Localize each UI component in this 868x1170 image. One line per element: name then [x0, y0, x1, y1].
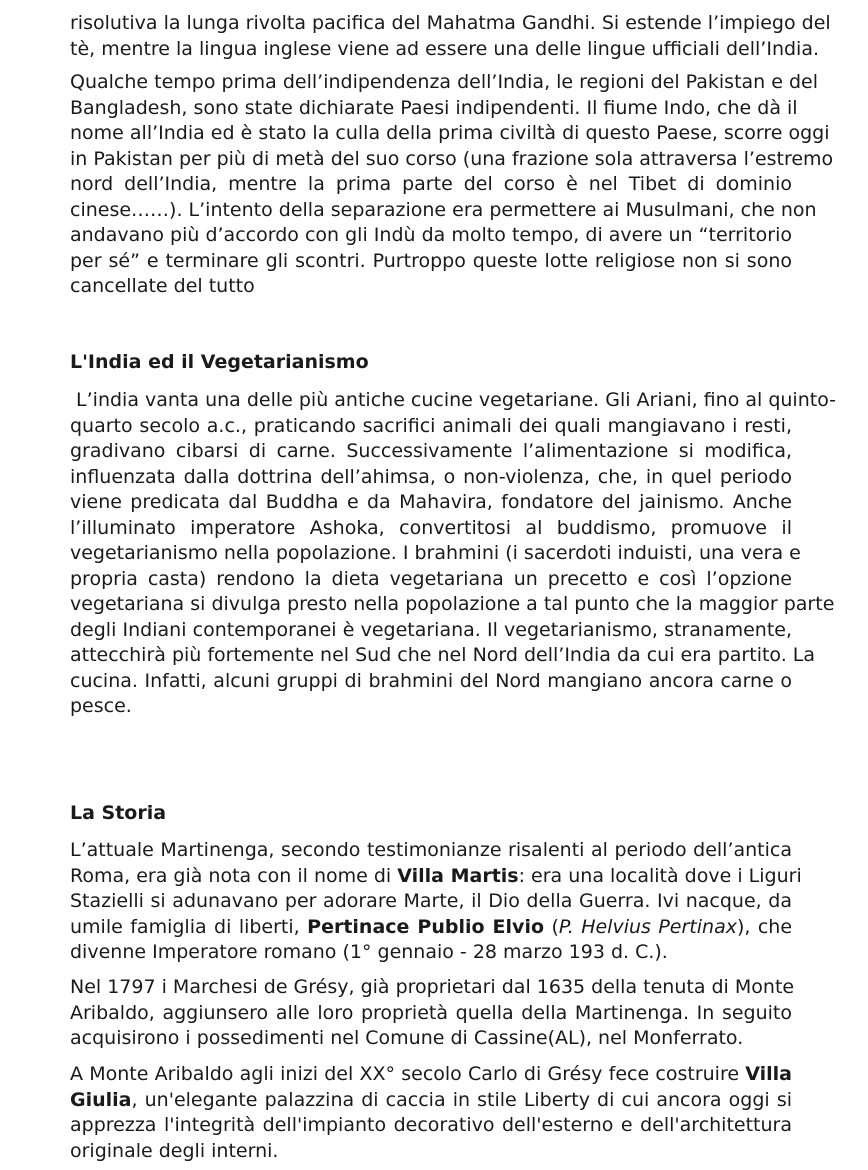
text-line: cancellate del tutto — [70, 275, 255, 297]
text-line: propria casta) rendono la dieta vegetariana un precetto e così l’opzione — [70, 567, 792, 590]
text-line — [70, 915, 792, 941]
text-fragment: umile famiglia di liberti, — [70, 915, 308, 938]
text-line: Bangladesh, sono state dichiarate Paesi indipendenti. Il fiume Indo, che dà il — [70, 96, 798, 119]
intro-paragraph-1 — [70, 11, 831, 62]
text-line: nome all’India ed è stato la culla della prima civiltà di questo Paese, scorre oggi — [70, 122, 830, 144]
text-line: cucina. Infatti, alcuni gruppi di brahmini del Nord mangiano ancora carne o — [70, 669, 792, 692]
storia-paragraph-3 — [70, 1062, 792, 1164]
text-line: l’illuminato imperatore Ashoka, convertitosi al buddismo, promuove il — [70, 516, 792, 539]
section-heading-vegetarianismo: L'India ed il Vegetarianismo — [70, 351, 369, 373]
text-line: nord dell’India, mentre la prima parte del corso è nel Tibet di dominio — [70, 173, 792, 195]
text-line: tè, mentre la lingua inglese viene ad essere una delle lingue ufficiali dell’India. — [70, 37, 820, 60]
text-line: pesce. — [70, 695, 132, 717]
text-line: quarto secolo a.c., praticando sacrifici animali dei quali mangiavano i resti, — [70, 414, 792, 437]
text-fragment: : era una località dove i Liguri — [518, 864, 802, 887]
vegetarianismo-paragraph — [70, 388, 837, 720]
villa-giulia-name-part1: Villa — [745, 1063, 792, 1085]
text-fragment: ), che — [736, 915, 793, 938]
text-line: degli Indiani contemporanei è vegetariana. Il vegetarianismo, stranamente, — [70, 618, 792, 641]
text-fragment: , un'elegante palazzina di caccia in stile Liberty di cui ancora oggi si — [131, 1088, 792, 1111]
text-line: in Pakistan per più di metà del suo corso (una frazione sola attraversa l’estremo — [70, 147, 834, 170]
text-line: per sé” e terminare gli scontri. Purtroppo queste lotte religiose non si sono — [70, 249, 792, 272]
villa-martis-name: Villa Martis — [397, 864, 519, 887]
text-line: acquisirono i possedimenti nel Comune di Cassine(AL), nel Monferrato. — [70, 1027, 744, 1049]
text-fragment: ( — [544, 915, 559, 938]
text-line: vegetarianismo nella popolazione. I brahmini (i sacerdoti induisti, una vera e — [70, 542, 801, 564]
storia-paragraph-1 — [70, 838, 802, 966]
text-line: Qualche tempo prima dell’indipendenza dell’India, le regioni del Pakistan e del — [70, 71, 818, 93]
intro-paragraph-2 — [70, 70, 834, 300]
text-line: gradivano cibarsi di carne. Successivamente l’alimentazione si modifica, — [70, 440, 792, 462]
latin-name: P. Helvius Pertinax — [558, 915, 737, 938]
text-line: Stazielli si adunavano per adorare Marte, il Dio della Guerra. Ivi nacque, da — [70, 890, 792, 912]
text-line — [70, 864, 802, 890]
emperor-name: Pertinace Publio Elvio — [307, 915, 545, 938]
text-line: andavano più d’accordo con gli Indù da molto tempo, di avere un “territorio — [70, 224, 792, 246]
text-line: cinese……). L’intento della separazione era permettere ai Musulmani, che non — [70, 198, 817, 221]
text-fragment: Roma, era già nota con il nome di — [70, 864, 398, 887]
text-line: risolutiva la lunga rivolta pacifica del Mahatma Gandhi. Si estende l’impiego del — [70, 12, 831, 34]
text-line: L’india vanta una delle più antiche cucine vegetariane. Gli Ariani, fino al quinto- — [70, 389, 837, 411]
villa-giulia-name-part2: Giulia — [70, 1088, 132, 1111]
text-line: apprezza l'integrità dell'impianto decorativo dell'esterno e dell'architettura — [70, 1114, 792, 1136]
text-line — [70, 1088, 792, 1114]
text-line: vegetariana si divulga presto nella popolazione a tal punto che la maggior parte — [70, 593, 835, 615]
text-line: L’attuale Martinenga, secondo testimonianze risalenti al periodo dell’antica — [70, 839, 792, 861]
text-line: originale degli interni. — [70, 1139, 279, 1162]
section-heading-storia: La Storia — [70, 802, 167, 824]
text-line: viene predicata dal Buddha e da Mahavira, fondatore del jainismo. Anche — [70, 491, 792, 513]
text-fragment: A Monte Aribaldo agli inizi del XX° secolo Carlo di Grésy fece costruire — [70, 1063, 746, 1085]
text-line: divenne Imperatore romano (1° gennaio - 28 marzo 193 d. C.). — [70, 941, 668, 963]
text-line: attecchirà più fortemente nel Sud che nel Nord dell’India da cui era partito. La — [70, 644, 816, 666]
text-line: Aribaldo, aggiunsero alle loro proprietà quella della Martinenga. In seguito — [70, 1001, 792, 1024]
text-line: Nel 1797 i Marchesi de Grésy, già proprietari dal 1635 della tenuta di Monte — [70, 976, 795, 998]
text-line: influenzata dalla dottrina dell’ahimsa, o non-violenza, che, in quel periodo — [70, 465, 792, 488]
text-line — [70, 1062, 792, 1088]
storia-paragraph-2 — [70, 975, 795, 1052]
